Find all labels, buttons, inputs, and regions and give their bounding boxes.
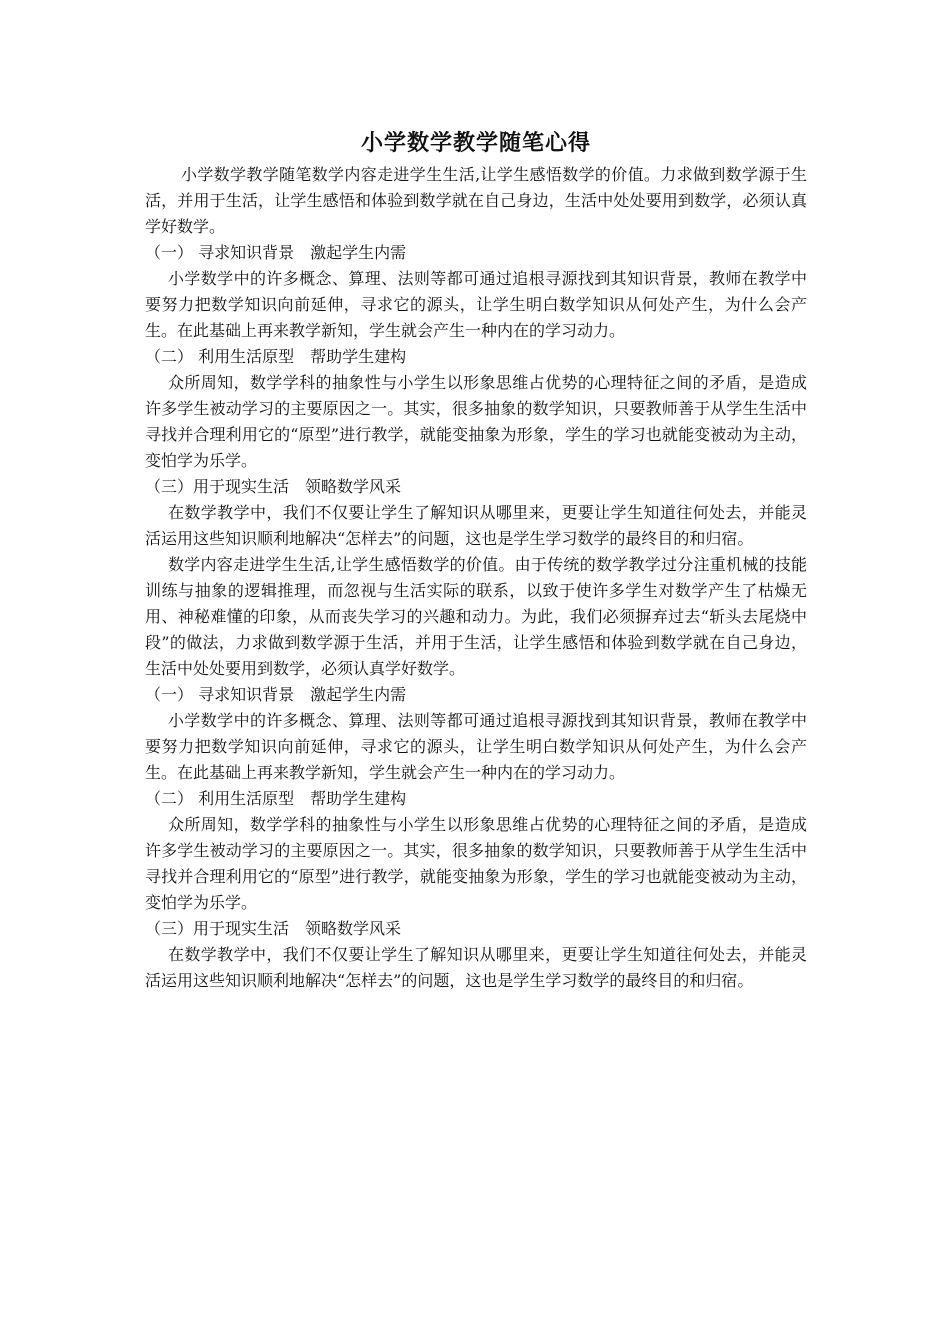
section-heading-1b: （二） 利用生活原型 帮助学生建构 (145, 347, 407, 366)
section-heading-2c: （三）用于现实生活 领略数学风采 (145, 919, 402, 938)
document-page (145, 128, 807, 994)
document-title: 小学数学教学随笔心得 (360, 131, 591, 156)
middle-paragraph: 数学内容走进学生生活,让学生感悟数学的价值。由于传统的数学教学过分注重机械的技能训练与抽象的逻辑推理，而忽视与生活实际的联系，以致于使许多学生对数学产生了枯燥无用、神秘难懂的印象，从而丧失学习的兴趣和动力。为此，我们必须摒弃过去“斩头去尾烧中段”的做法，力求做到数学源于生活，并用于生活，让学生感悟和体验到数学就在自己身边，生活中处处要用到数学，必须认真学好数学。 (145, 555, 807, 678)
section-body-2c: 在数学教学中，我们不仅要让学生了解知识从哪里来，更要让学生知道往何处去，并能灵活运用这些知识顺利地解决“怎样去”的问题，这也是学生学习数学的最终目的和归宿。 (145, 945, 807, 990)
section-heading-1a: （一） 寻求知识背景 激起学生内需 (145, 243, 407, 262)
section-body-1c: 在数学教学中，我们不仅要让学生了解知识从哪里来，更要让学生知道往何处去，并能灵活运用这些知识顺利地解决“怎样去”的问题，这也是学生学习数学的最终目的和归宿。 (145, 503, 807, 548)
section-heading-1c: （三）用于现实生活 领略数学风采 (145, 477, 402, 496)
section-body-1a: 小学数学中的许多概念、算理、法则等都可通过追根寻源找到其知识背景，教师在教学中要努力把数学知识向前延伸，寻求它的源头，让学生明白数学知识从何处产生，为什么会产生。在此基础上再来教学新知，学生就会产生一种内在的学习动力。 (145, 269, 807, 340)
section-body-2a: 小学数学中的许多概念、算理、法则等都可通过追根寻源找到其知识背景，教师在教学中要努力把数学知识向前延伸，寻求它的源头，让学生明白数学知识从何处产生，为什么会产生。在此基础上再来教学新知，学生就会产生一种内在的学习动力。 (145, 711, 807, 782)
section-body-2b: 众所周知，数学学科的抽象性与小学生以形象思维占优势的心理特征之间的矛盾，是造成许多学生被动学习的主要原因之一。其实，很多抽象的数学知识，只要教师善于从学生生活中寻找并合理利用它的“原型”进行教学，就能变抽象为形象，学生的学习也就能变被动为主动，变怕学为乐学。 (145, 815, 807, 912)
section-heading-2b: （二） 利用生活原型 帮助学生建构 (145, 789, 407, 808)
section-body-1b: 众所周知，数学学科的抽象性与小学生以形象思维占优势的心理特征之间的矛盾，是造成许多学生被动学习的主要原因之一。其实，很多抽象的数学知识，只要教师善于从学生生活中寻找并合理利用它的“原型”进行教学，就能变抽象为形象，学生的学习也就能变被动为主动，变怕学为乐学。 (145, 373, 807, 470)
section-heading-2a: （一） 寻求知识背景 激起学生内需 (145, 685, 407, 704)
intro-paragraph: 小学数学教学随笔数学内容走进学生生活,让学生感悟数学的价值。力求做到数学源于生活，并用于生活，让学生感悟和体验到数学就在自己身边，生活中处处要用到数学，必须认真学好数学。 (145, 165, 807, 236)
